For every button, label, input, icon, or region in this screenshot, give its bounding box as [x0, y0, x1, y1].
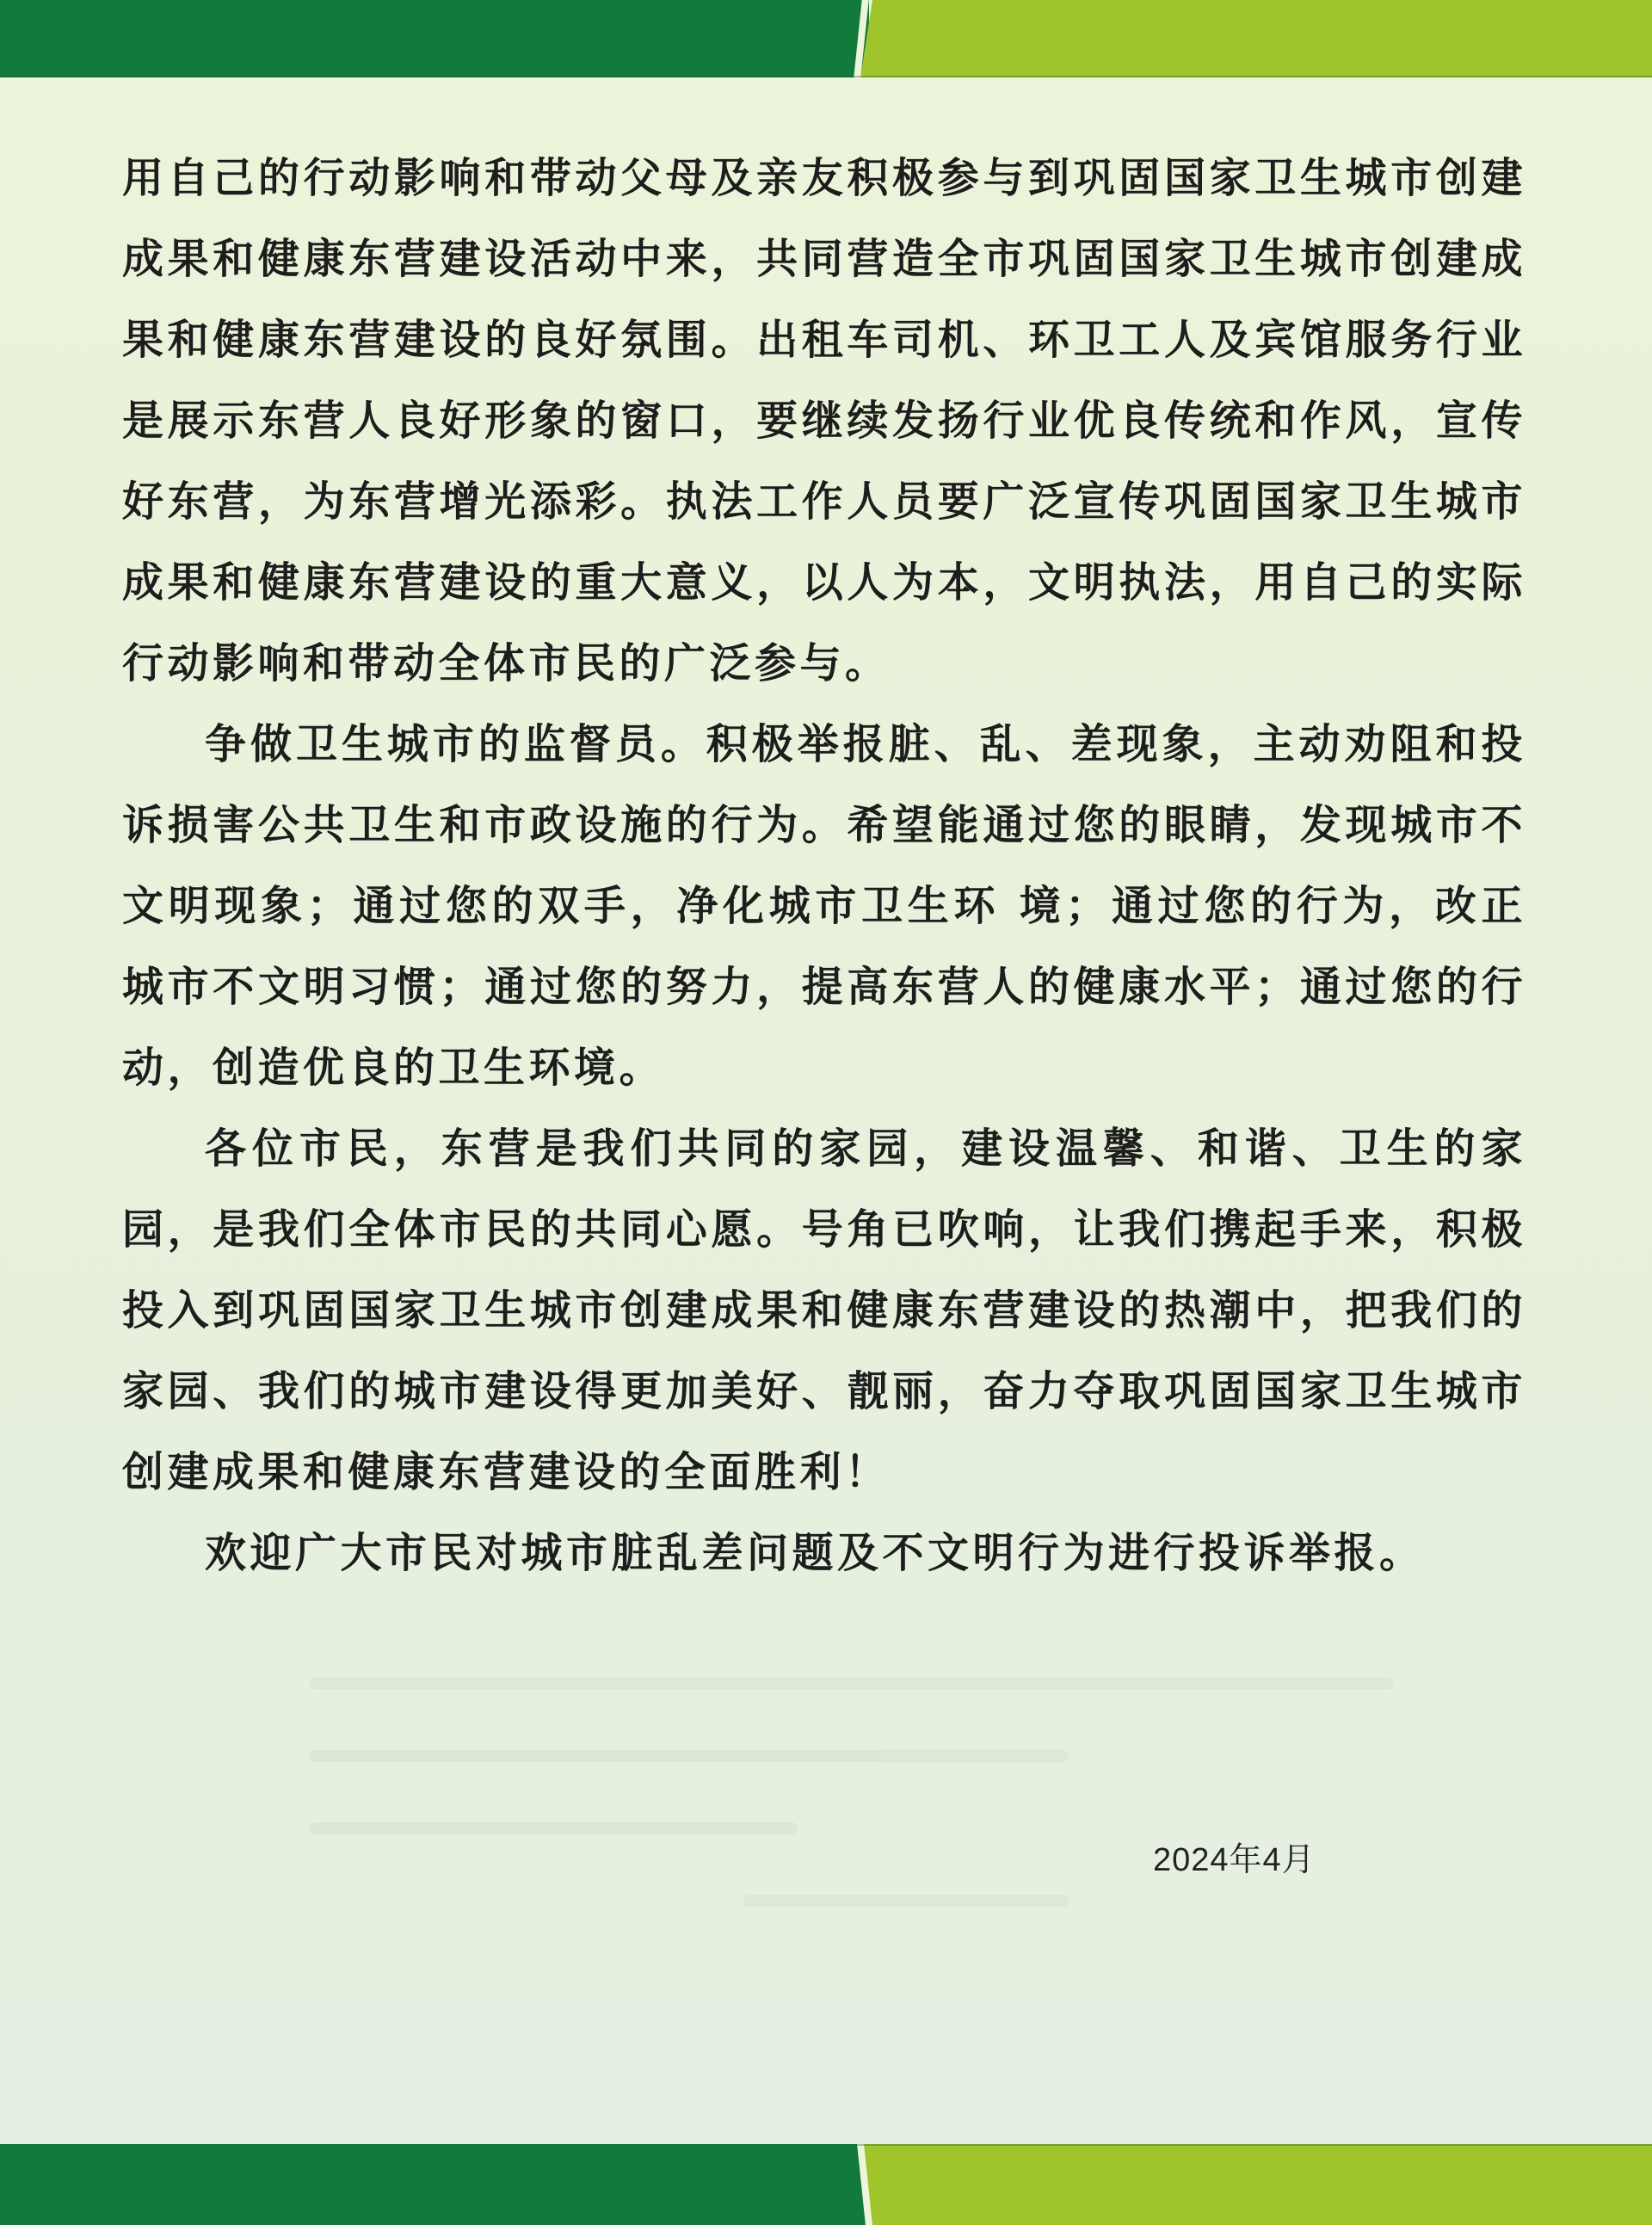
date-line: 2024年4月 [1153, 1842, 1316, 1878]
letter-body [122, 138, 1526, 1593]
paragraph-1: 用自己的行动影响和带动父母及亲友积极参与到巩固国家卫生城市创建成果和健康东营建设活动中来，共同营造全市巩固国家卫生城市创建成果和健康东营建设的良好氛围。出租车司机、环卫工人及宾馆服务行业是展示东营人良好形象的窗口，要继续发扬行业优良传统和作风，宣传好东营，为东营增光添彩。执法工作人员要广泛宣传巩固国家卫生城市成果和健康东营建设的重大意义，以人为本，文明执法，用自己的实际行动影响和带动全体市民的广泛参与。 [122, 154, 1526, 687]
bottom-banner-dark-green [0, 2144, 869, 2225]
top-banner [0, 0, 1652, 77]
top-banner-rule [0, 76, 1652, 77]
bottom-banner-light-green [860, 2144, 1652, 2225]
bottom-banner [0, 2144, 1652, 2225]
bottom-banner-rule [0, 2144, 1652, 2146]
top-banner-light-green [860, 0, 1652, 77]
paragraph-2: 争做卫生城市的监督员。积极举报脏、乱、差现象，主动劝阻和投诉损害公共卫生和市政设施的行为。希望能通过您的眼睛，发现城市不文明现象；通过您的双手，净化城市卫生环 境；通过您的行为，改正城市不文明习惯；通过您的努力，提高东营人的健康水平；通过您的行动，创造优良的卫生环境。 [122, 720, 1526, 1092]
paragraph-3: 各位市民，东营是我们共同的家园，建设温馨、和谐、卫生的家园，是我们全体市民的共同心愿。号角已吹响，让我们携起手来，积极投入到巩固国家卫生城市创建成果和健康东营建设的热潮中，把我们的家园、我们的城市建设得更加美好、靓丽，奋力夺取巩固国家卫生城市创建成果和健康东营建设的全面胜利！ [122, 1125, 1526, 1496]
paragraph-4: 欢迎广大市民对城市脏乱差问题及不文明行为进行投诉举报。 [205, 1529, 1425, 1577]
top-banner-dark-green [0, 0, 869, 77]
